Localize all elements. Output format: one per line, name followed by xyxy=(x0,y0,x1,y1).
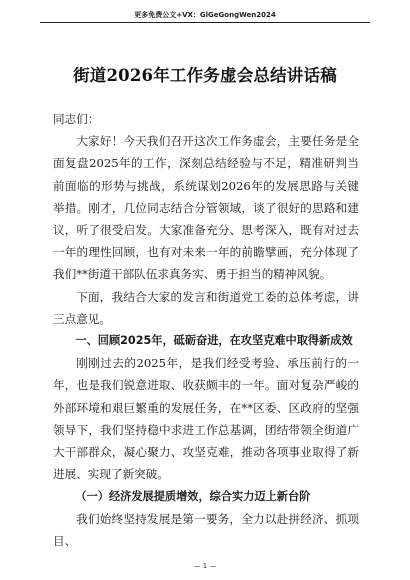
header-note: 更多免费公文+VX：GlGeGongWen2024 xyxy=(134,11,276,19)
subsection-1-paragraph: 我们始终坚持发展是第一要务，全力以赴拼经济、抓项目、 xyxy=(53,511,359,548)
paragraph-outline: 下面，我结合大家的发言和街道党工委的总体考虑，讲三点意见。 xyxy=(53,289,359,326)
document-title: 街道2026年工作务虚会总结讲话稿 xyxy=(73,66,337,85)
header-divider xyxy=(40,22,370,23)
paragraph-intro: 大家好！今天我们召开这次工作务虚会，主要任务是全面复盘2025年的工作，深刻总结经验与不足，精准研判当前面临的形势与挑战，系统谋划2026年的发展思路与关键举措。刚才，几位同志结合分管领域，谈了很好的思路和建议，听了很受启发。大家准备充分、思考深入，既有对过去一年的理性回顾，也有对未来一年的前瞻擘画，充分体现了我们**街道干部队伍求真务实、勇于担当的精神风貌。 xyxy=(53,134,359,282)
page-number: — 1 — xyxy=(193,562,217,570)
greeting: 同志们： xyxy=(53,112,100,126)
document-body xyxy=(53,108,359,552)
subsection-heading-1: （一）经济发展提质增效，综合实力迈上新台阶 xyxy=(75,489,311,504)
section-1-paragraph: 刚刚过去的2025年，是我们经受考验、承压前行的一年，也是我们锐意进取、收获颇丰的一年。面对复杂严峻的外部环境和艰巨繁重的发展任务，在**区委、区政府的坚强领导下，我们坚持稳中求进工作总基调，团结带领全街道广大干部群众，凝心聚力、攻坚克难，推动各项事业取得了新进展、实现了新突破。 xyxy=(53,356,359,482)
section-heading-1: 一、回顾2025年，砥砺奋进，在攻坚克难中取得新成效 xyxy=(75,334,353,348)
